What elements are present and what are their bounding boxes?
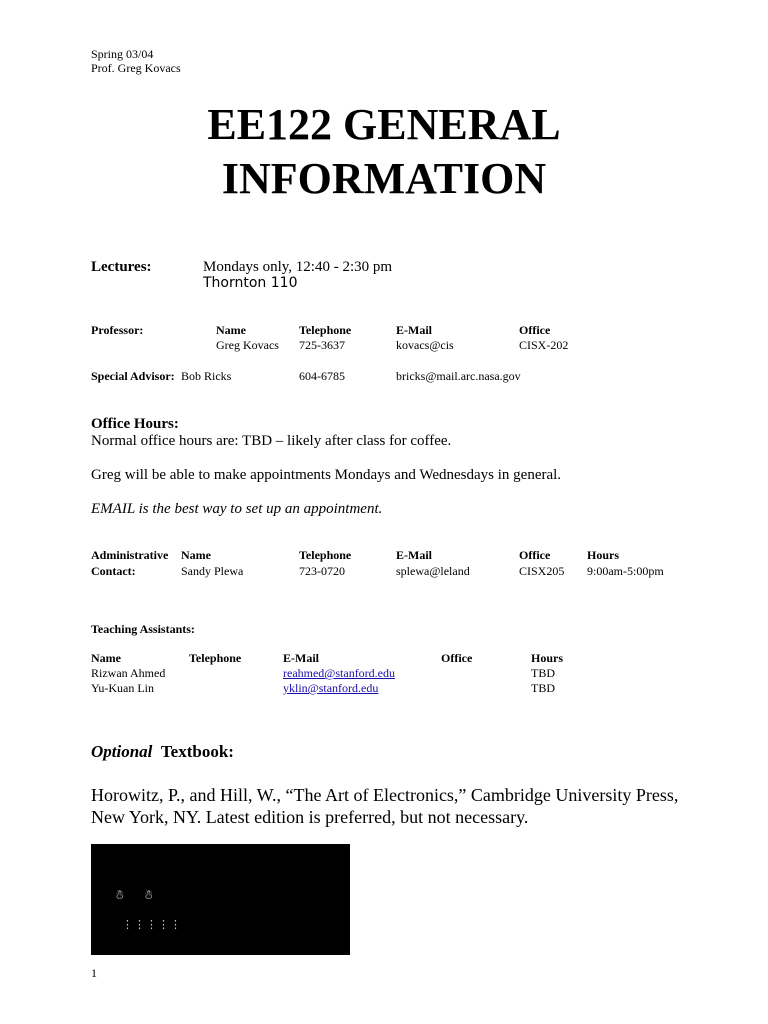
textbook-optional-label: Optional	[91, 742, 153, 761]
admin-office-header: Office	[519, 548, 551, 562]
ta-email-link[interactable]: reahmed@stanford.edu	[283, 666, 396, 680]
image-glyph-icon: ☃	[145, 888, 153, 903]
admin-email: splewa@leland	[396, 564, 470, 578]
advisor-name: Bob Ricks	[181, 369, 232, 383]
admin-telephone: 723-0720	[299, 564, 345, 578]
advisor-telephone: 604-6785	[299, 369, 345, 383]
professor-name-header: Name	[216, 323, 246, 337]
admin-name: Sandy Plewa	[181, 564, 244, 578]
professor-name: Greg Kovacs	[216, 338, 279, 352]
ta-heading: Teaching Assistants:	[91, 622, 195, 636]
admin-telephone-header: Telephone	[299, 548, 352, 562]
admin-hours-header: Hours	[587, 548, 620, 562]
image-noise-icon: ⋮⋮⋮⋮⋮	[122, 918, 182, 931]
professor-email-header: E-Mail	[396, 323, 432, 337]
admin-hours: 9:00am-5:00pm	[587, 564, 664, 578]
textbook-heading	[91, 742, 234, 762]
advisor-label: Special Advisor:	[91, 369, 175, 383]
office-hours-line3: EMAIL is the best way to set up an appointment.	[91, 501, 383, 517]
lectures-time: Mondays only, 12:40 - 2:30 pm	[203, 259, 393, 275]
ta-name: Yu-Kuan Lin	[91, 681, 154, 695]
lectures-place: Thornton 110	[203, 275, 298, 291]
ta-office-header: Office	[441, 651, 473, 665]
professor-telephone-header: Telephone	[299, 323, 352, 337]
professor-telephone: 725-3637	[299, 338, 345, 352]
lectures-label: Lectures:	[91, 259, 152, 275]
admin-label-line2: Contact:	[91, 564, 136, 578]
page-title-line2: INFORMATION	[221, 154, 547, 203]
ta-email-header: E-Mail	[283, 651, 319, 665]
page-title-line1: EE122 GENERAL	[207, 100, 561, 149]
dark-image	[91, 844, 350, 955]
ta-hours: TBD	[531, 681, 555, 695]
textbook-label: Textbook:	[160, 742, 234, 761]
office-hours-heading: Office Hours:	[91, 416, 179, 432]
professor-office-header: Office	[519, 323, 551, 337]
office-hours-line2: Greg will be able to make appointments Mondays and Wednesdays in general.	[91, 467, 562, 483]
professor-office: CISX-202	[519, 338, 569, 352]
image-glyph-icon: ☃	[116, 888, 124, 903]
admin-email-header: E-Mail	[396, 548, 432, 562]
office-hours-line1: Normal office hours are: TBD – likely after class for coffee.	[91, 433, 452, 449]
professor-email: kovacs@cis	[396, 338, 454, 352]
ta-name-header: Name	[91, 651, 121, 665]
ta-email-link[interactable]: yklin@stanford.edu	[283, 681, 379, 695]
admin-office: CISX205	[519, 564, 565, 578]
ta-hours-header: Hours	[531, 651, 564, 665]
term-label: Spring 03/04	[91, 47, 154, 61]
professor-header-label: Prof. Greg Kovacs	[91, 61, 181, 75]
ta-hours: TBD	[531, 666, 555, 680]
advisor-email: bricks@mail.arc.nasa.gov	[396, 369, 521, 383]
textbook-citation: Horowitz, P., and Hill, W., “The Art of Electronics,” Cambridge University Press, New York, NY. Latest edition is preferred, but not necessary.	[91, 785, 679, 827]
ta-telephone-header: Telephone	[189, 651, 242, 665]
admin-name-header: Name	[181, 548, 211, 562]
admin-label-line1: Administrative	[91, 548, 169, 562]
professor-label: Professor:	[91, 323, 144, 337]
page-number: 1	[91, 966, 97, 980]
ta-name: Rizwan Ahmed	[91, 666, 166, 680]
